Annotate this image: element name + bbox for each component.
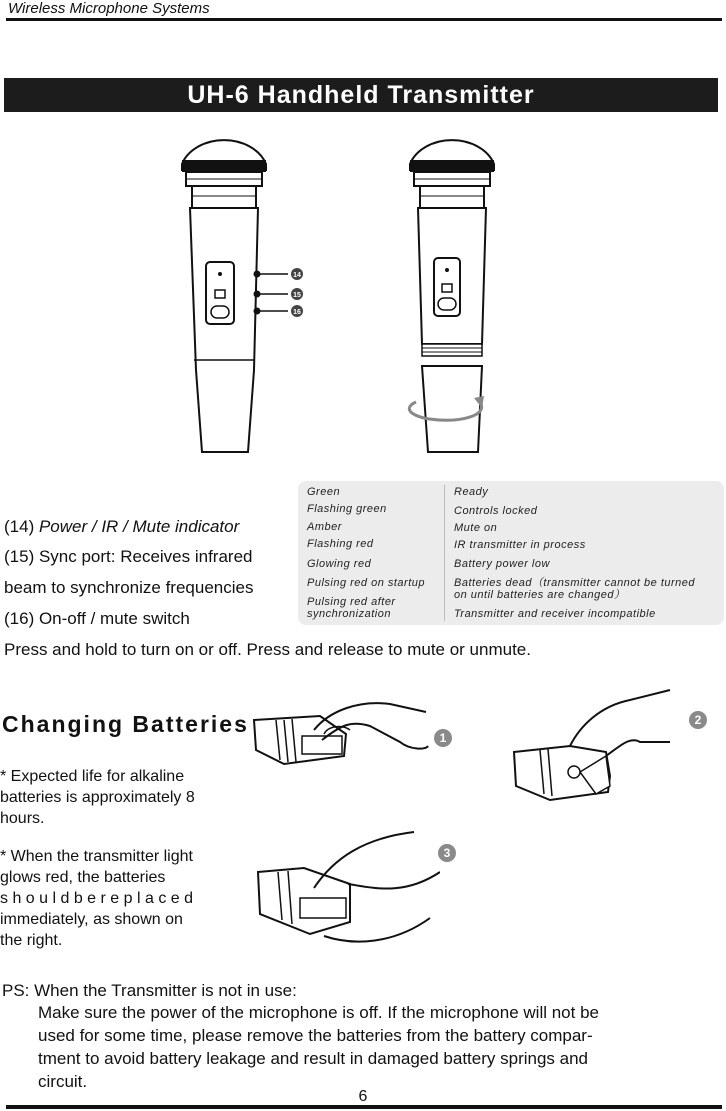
ps-line: circuit. (38, 1072, 88, 1091)
ps-line: Make sure the power of the microphone is off. If the microphone will not be (38, 1003, 599, 1022)
note-line: * Expected life for alkaline (0, 768, 185, 785)
status-indicator-continued: synchronization (307, 608, 391, 620)
feature-14 (4, 517, 239, 537)
footer-rule (6, 1105, 722, 1109)
status-indicator: Glowing red (307, 558, 372, 570)
battery-life-note (0, 766, 248, 829)
status-meaning: Transmitter and receiver incompatible (454, 608, 656, 620)
feature-14-number: (14) (4, 517, 35, 536)
changing-batteries-heading: Changing Batteries (2, 711, 249, 737)
status-meaning: IR transmitter in process (454, 539, 586, 551)
callout-14: 14 (293, 272, 301, 279)
section-title-bar (4, 78, 718, 112)
note-line: glows red, the batteries (0, 869, 166, 886)
battery-step-2-illustration (510, 686, 680, 804)
status-meaning: Battery power low (454, 558, 550, 570)
status-meaning: Controls locked (454, 505, 538, 517)
running-header: Wireless Microphone Systems (8, 0, 210, 17)
feature-15-line1: (15) Sync port: Receives infrared (4, 547, 253, 566)
table-divider (444, 485, 445, 621)
microphone-unscrew-illustration (398, 130, 508, 460)
callout-15: 15 (293, 292, 301, 299)
step-badge: 1 (434, 729, 452, 747)
section-title: UH-6 Handheld Transmitter (187, 81, 535, 109)
note-line: immediately, as shown on (0, 911, 183, 928)
ps-line: used for some time, please remove the batteries from the battery compar- (38, 1026, 593, 1045)
power-mute-instruction: Press and hold to turn on or off. Press and release to mute or unmute. (4, 640, 531, 659)
status-indicator: Flashing green (307, 503, 387, 515)
status-indicator: Flashing red (307, 538, 374, 550)
status-meaning: Mute on (454, 522, 498, 534)
feature-14-label: Power / IR / Mute indicator (38, 517, 240, 536)
status-indicator: Pulsing red on startup (307, 577, 426, 589)
status-indicator: Amber (307, 521, 342, 533)
step-badge: 3 (438, 844, 456, 862)
microphone-front-illustration (170, 130, 330, 460)
note-line: batteries is approximately 8 (0, 789, 195, 806)
battery-step-3-illustration (254, 828, 440, 954)
note-line: * When the transmitter light (0, 848, 193, 865)
ps-line: tment to avoid battery leakage and result in damaged battery springs and (38, 1049, 589, 1068)
step-badge: 2 (689, 711, 707, 729)
note-line: the right. (0, 932, 63, 949)
battery-replace-note (0, 846, 248, 951)
ps-body (38, 1001, 708, 1093)
battery-step-1-illustration (250, 690, 430, 780)
indicator-status-table (298, 481, 724, 625)
callout-16: 16 (293, 309, 301, 316)
status-indicator: Green (307, 486, 341, 498)
feature-15-line2: beam to synchronize frequencies (4, 578, 254, 597)
feature-16: (16) On-off / mute switch (4, 609, 190, 628)
ps-label: PS: When the Transmitter is not in use: (2, 981, 297, 1000)
header-rule (6, 18, 722, 21)
status-indicator: Pulsing red after (307, 596, 396, 608)
status-meaning: Batteries dead（transmitter cannot be turned (454, 577, 696, 589)
status-meaning: Ready (454, 486, 489, 498)
note-line: s h o u l d b e r e p l a c e d (0, 890, 193, 907)
status-meaning-continued: on until batteries are changed） (454, 589, 626, 601)
page-number: 6 (358, 1088, 368, 1105)
note-line: hours. (0, 810, 45, 827)
